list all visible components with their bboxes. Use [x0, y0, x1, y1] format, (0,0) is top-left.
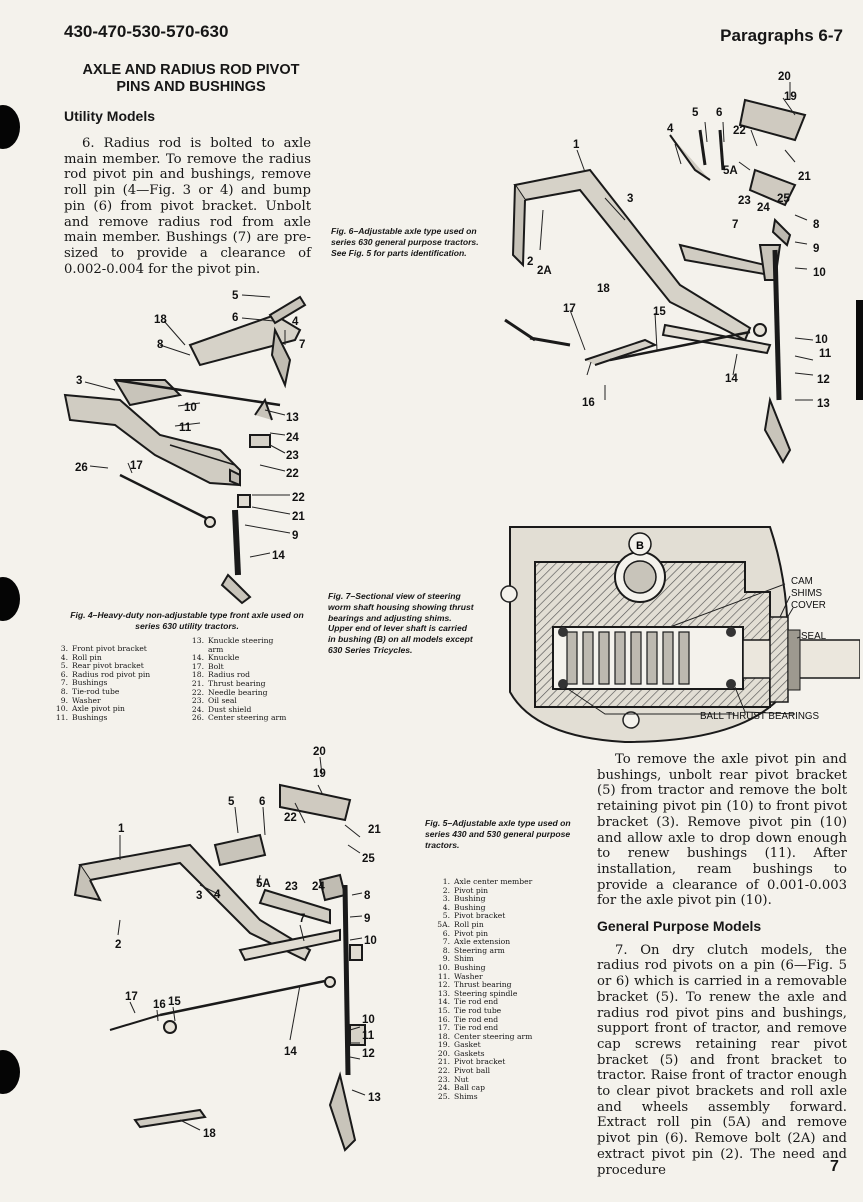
legend-item: 20. Gaskets [437, 1048, 485, 1058]
legend-item: 17. Tie rod end [437, 1023, 499, 1033]
fig7-label-seal: SEAL [801, 631, 827, 642]
fig5-callout: 13 [368, 1092, 381, 1104]
legend-item: 2. Pivot pin [442, 885, 489, 895]
legend-item: 19. Gasket [437, 1040, 481, 1050]
fig6-callout: 14 [725, 373, 738, 385]
legend-item: 13. Steering spindle [437, 988, 518, 998]
fig5-callout: 16 [153, 999, 166, 1011]
fig5-callout: 21 [368, 824, 381, 836]
fig5-callout: 11 [362, 1030, 375, 1042]
fig4-callout: 13 [286, 412, 299, 424]
fig6-callout: 11 [819, 348, 832, 360]
legend-item: 22. Needle bearing [191, 687, 268, 697]
binder-hole-top [0, 105, 20, 149]
legend-item: 6. Pivot pin [442, 928, 489, 938]
fig5-callout: 1 [118, 823, 125, 835]
fig4-callout: 21 [292, 511, 305, 523]
fig6-callout: 2A [537, 265, 552, 277]
fig5-callout: 20 [313, 746, 326, 758]
header-paragraphs: Paragraphs 6-7 [720, 26, 843, 45]
header-series: 430-470-530-570-630 [64, 22, 229, 41]
fig5-callout: 5A [256, 878, 271, 890]
fig4-legend-col2 [188, 637, 286, 723]
section-title [60, 62, 322, 96]
legend-item: 14. Knuckle [191, 653, 240, 663]
fig6-callout: 23 [738, 195, 751, 207]
section-title-line1: AXLE AND RADIUS ROD PIVOT [82, 62, 300, 78]
fig7-label-cam: CAM [791, 576, 813, 587]
fig4-callout: 24 [286, 432, 299, 444]
fig5-callout: 4 [214, 889, 221, 901]
binder-hole-middle [0, 577, 20, 621]
legend-item: 8. Steering arm [442, 945, 505, 955]
fig7-label-ball-thrust: BALL THRUST BEARINGS [700, 711, 820, 722]
paragraph-7: 7. On dry clutch models, the radius rod pivots on a pin (6—Fig. 5 or 6) which is carried in a removable bracket (5). To renew the axle and radius rod pivot pins and bushings, support front of tractor, and remove cap screws retaining rear pivot bracket (5) and front bracket to tractor. Raise front of tractor enough to clear pivot brackets and roll axle and wheels assembly forward. Extract roll pin (5A) and remove pivot pin (6). Remove bolt (2A) and extract pivot pin (2). The need and procedure [597, 942, 847, 1178]
fig6-callout: 9 [813, 243, 820, 255]
fig6-callout: 8 [813, 219, 820, 231]
legend-item: 9. Washer [60, 695, 101, 705]
fig4-callout: 22 [292, 492, 305, 504]
fig4-callout: 8 [157, 339, 164, 351]
fig6-caption: Fig. 6–Adjustable axle type used on series 630 general purpose tractors. See Fig. 5 for parts identification. [331, 226, 479, 258]
page-edge-tab [856, 300, 863, 400]
fig5-callout: 7 [299, 913, 306, 925]
paragraph-6-continued: To remove the axle pivot pin and bushings, unbolt rear pivot bracket (5) from tractor and remove the bolt retaining pivot pin (10) to front pivot bracket (3). Remove pivot pin (10) and allow axle to drop down enough to renew bushings (11). After installation, ream bushings to provide a clearance of 0.001-0.003 for the axle pivot pin (10). [597, 752, 847, 909]
legend-item: arm [208, 644, 224, 654]
fig4-callout: 7 [299, 339, 306, 351]
general-purpose-heading: General Purpose Models [597, 918, 762, 935]
fig6-callout: 7 [732, 219, 739, 231]
fig6-callout: 24 [757, 202, 770, 214]
fig5-callout: 12 [362, 1048, 375, 1060]
fig5-callout: 14 [284, 1046, 297, 1058]
fig5-callout: 15 [168, 996, 181, 1008]
legend-item: 6. Radius rod pivot pin [60, 669, 151, 679]
fig5-callout: 8 [364, 890, 371, 902]
fig6-callout: 12 [817, 374, 830, 386]
fig5-callout: 19 [313, 768, 326, 780]
fig6-callout: 5A [723, 165, 738, 177]
fig4-callout: 11 [179, 422, 192, 434]
fig4-caption: Fig. 4–Heavy-duty non-adjustable type front axle used on series 630 utility tractors. [70, 610, 304, 631]
fig5-callout: 3 [196, 890, 203, 902]
fig5-callout: 10 [364, 935, 377, 947]
legend-item: 24. Ball cap [437, 1083, 486, 1093]
fig4-diagram [60, 285, 320, 605]
fig5-callout: 5 [228, 796, 235, 808]
fig7-label-shims: SHIMS [791, 588, 823, 599]
legend-item: 13. Knuckle steering [191, 636, 274, 645]
legend-item: 25. Shims [437, 1091, 478, 1101]
fig6-callout: 20 [778, 71, 791, 83]
fig6-callout: 13 [817, 398, 830, 410]
fig6-callout: 2 [527, 256, 534, 268]
fig5-callout: 10 [362, 1014, 375, 1026]
fig7-caption: Fig. 7–Sectional view of steering worm shaft housing showing thrust bearings and adjusting shims. Upper end of lever shaft is carried in bushing (B) on all models except 630 Series Tricycles. [328, 591, 474, 655]
fig5-callout: 24 [312, 881, 325, 893]
legend-item: 23. Nut [437, 1074, 469, 1084]
fig4-callout: 14 [272, 550, 285, 562]
fig4-callout: 22 [286, 468, 299, 480]
legend-item: 15. Tie rod tube [437, 1005, 502, 1015]
fig4-callout: 9 [292, 530, 299, 542]
fig4-callout: 18 [154, 314, 167, 326]
legend-item: 3. Front pivot bracket [60, 644, 147, 653]
fig5-callout: 6 [259, 796, 266, 808]
fig4-callout: 23 [286, 450, 299, 462]
legend-item: 8. Tie-rod tube [60, 686, 120, 696]
fig5-callout: 18 [203, 1128, 216, 1140]
legend-item: 7. Bushings [60, 678, 108, 688]
page-number: 7 [830, 1158, 839, 1175]
legend-item: 21. Thrust bearing [191, 678, 266, 688]
fig4-callout: 3 [76, 375, 83, 387]
utility-models-heading: Utility Models [64, 108, 156, 124]
fig5-callout: 2 [115, 939, 122, 951]
legend-item: 5A. Roll pin [437, 919, 484, 929]
legend-item: 26. Center steering arm [191, 713, 287, 723]
fig4-callout: 17 [130, 460, 143, 472]
legend-item: 4. Bushing [442, 902, 486, 912]
paragraph-6 [64, 136, 311, 277]
legend-item: 12. Thrust bearing [437, 980, 512, 990]
fig5-diagram [60, 745, 420, 1155]
legend-item: 11. Bushings [55, 712, 108, 722]
legend-item: 21. Pivot bracket [437, 1057, 506, 1067]
legend-item: 16. Tie rod end [437, 1014, 499, 1024]
right-column-text [597, 752, 847, 1178]
fig5-caption: Fig. 5–Adjustable axle type used on series 430 and 530 general purpose tractors. [425, 818, 571, 850]
fig6-callout: 10 [813, 267, 826, 279]
fig6-callout: 18 [597, 283, 610, 295]
fig7-diagram [495, 522, 860, 747]
fig6-callout: 17 [563, 303, 576, 315]
legend-item: 23. Oil seal [191, 696, 237, 706]
legend-item: 14. Tie rod end [437, 997, 499, 1007]
fig5-callout: 23 [285, 881, 298, 893]
fig5-legend [434, 878, 532, 1101]
legend-item: 4. Roll pin [60, 652, 102, 662]
legend-item: 18. Radius rod [191, 670, 250, 680]
fig5-callout: 22 [284, 812, 297, 824]
fig6-callout: 16 [582, 397, 595, 409]
fig5-callout: 9 [364, 913, 371, 925]
fig6-callout: 5 [692, 107, 699, 119]
fig6-callout: 4 [667, 123, 674, 135]
fig6-callout: 25 [777, 193, 790, 205]
fig4-callout: 26 [75, 462, 88, 474]
fig5-callout: 25 [362, 853, 375, 865]
fig5-callout: 17 [125, 991, 138, 1003]
fig7-label-bushing: B [636, 540, 644, 552]
fig6-callout: 10 [815, 334, 828, 346]
legend-item: 3. Bushing [442, 894, 486, 904]
legend-item: 1. Axle center member [442, 877, 533, 886]
legend-item: 10. Bushing [437, 962, 486, 972]
fig4-callout: 4 [292, 316, 299, 328]
binder-hole-bottom [0, 1050, 20, 1094]
fig4-legend-col1 [52, 645, 150, 722]
legend-item: 24. Dust shield [191, 704, 252, 714]
fig4-callout: 5 [232, 290, 239, 302]
legend-item: 5. Pivot bracket [442, 911, 506, 921]
fig6-callout: 6 [716, 107, 723, 119]
legend-item: 5. Rear pivot bracket [60, 661, 144, 671]
fig6-callout: 3 [627, 193, 634, 205]
legend-item: 10. Axle pivot pin [55, 704, 125, 714]
fig6-callout: 15 [653, 306, 666, 318]
fig6-callout: 19 [784, 91, 797, 103]
fig6-callout: 1 [573, 139, 580, 151]
legend-item: 18. Center steering arm [437, 1031, 533, 1041]
fig6-callout: 22 [733, 125, 746, 137]
legend-item: 22. Pivot ball [437, 1066, 491, 1076]
legend-item: 17. Bolt [191, 661, 224, 671]
legend-item: 7. Axle extension [442, 937, 511, 947]
fig6-callout: 21 [798, 171, 811, 183]
fig6-diagram [495, 70, 840, 470]
fig7-label-cover: COVER [791, 600, 826, 611]
section-title-line2: PINS AND BUSHINGS [116, 79, 266, 95]
legend-item: 9. Shim [442, 954, 474, 964]
paragraph-6-text: 6. Radius rod is bolted to axle main member. To remove the radius rod pivot pin and bushings, remove roll pin (4—Fig. 3 or 4) and bump pin (6) from pivot bracket. Unbolt and remove radius rod from axle main member. Bushings (7) are pre-sized to provide a clearance of 0.002-0.004 for the pivot pin. [64, 136, 311, 277]
fig4-callout: 10 [184, 402, 197, 414]
legend-item: 11. Washer [437, 971, 483, 981]
fig4-callout: 6 [232, 312, 239, 324]
